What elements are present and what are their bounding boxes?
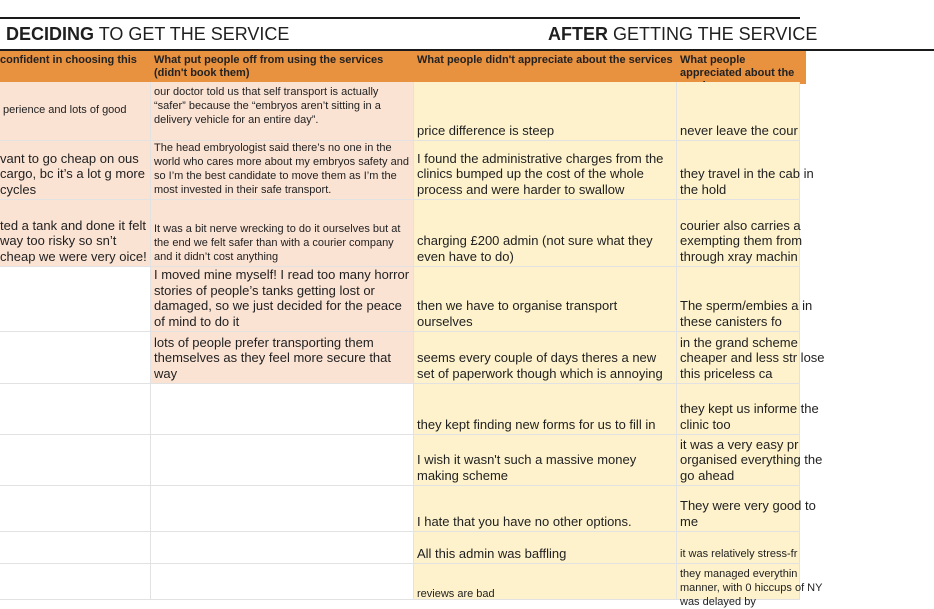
cell-text: They were very good to me xyxy=(680,498,816,529)
table-cell[interactable] xyxy=(414,532,677,564)
table-cell[interactable] xyxy=(0,200,151,267)
column-header-put-off[interactable]: What put people off from using the services (didn't book them) xyxy=(151,51,419,84)
table-cell[interactable] xyxy=(151,141,414,200)
section-title-rest: TO GET THE SERVICE xyxy=(94,24,290,44)
table-cell[interactable] xyxy=(0,141,151,200)
table-cell[interactable] xyxy=(151,435,414,486)
cell-text: I hate that you have no other options. xyxy=(417,513,632,529)
table-cell[interactable] xyxy=(677,532,800,564)
cell-text: it was a very easy pr organised everything the go ahead xyxy=(680,436,823,483)
table-cell[interactable] xyxy=(151,332,414,384)
table-cell[interactable] xyxy=(151,486,414,532)
table-cell[interactable] xyxy=(0,332,151,384)
table-cell[interactable] xyxy=(414,200,677,267)
table-cell[interactable] xyxy=(0,564,151,600)
table-cell[interactable] xyxy=(677,332,825,384)
table-cell[interactable] xyxy=(0,384,151,435)
table-cell[interactable] xyxy=(0,82,151,141)
table-cell[interactable] xyxy=(151,532,414,564)
cell-text: price difference is steep xyxy=(417,122,555,138)
cell-text: It was a bit nerve wrecking to do it ourselves but at the end we felt safer than with a courier company and it didn’t cost anything xyxy=(154,223,401,263)
table-cell[interactable] xyxy=(414,141,677,200)
table-cell[interactable] xyxy=(0,267,151,332)
cell-text: I wish it wasn't such a massive money making scheme xyxy=(417,452,637,483)
frozen-row-strip xyxy=(0,0,800,19)
table-cell[interactable] xyxy=(677,486,816,532)
cell-text: then we have to organise transport ourselves xyxy=(417,298,618,329)
cell-text: I moved mine myself! I read too many horror stories of people’s tanks getting lost or damaged, so we just decided for the peace of mind to do it xyxy=(154,267,410,329)
table-cell[interactable] xyxy=(414,82,677,141)
cell-text: seems every couple of days theres a new set of paperwork though which is annoying xyxy=(417,350,663,381)
table-cell[interactable] xyxy=(677,384,819,435)
table-cell[interactable] xyxy=(677,564,823,608)
table-cell[interactable] xyxy=(0,532,151,564)
table-cell[interactable] xyxy=(414,267,677,332)
table-cell[interactable] xyxy=(151,200,414,267)
table-cell[interactable] xyxy=(414,486,677,532)
table-cell[interactable] xyxy=(414,332,677,384)
cell-text: they managed everythin manner, with 0 hiccups of NY was delayed by xyxy=(680,568,823,608)
cell-text: they travel in the cab in the hold xyxy=(680,166,814,197)
column-header-confident[interactable]: confident in choosing this xyxy=(0,51,153,84)
cell-text: vant to go cheap on ous cargo, bc it’s a lot g more cycles xyxy=(0,150,145,197)
section-title-after[interactable] xyxy=(414,19,934,51)
section-title-deciding[interactable] xyxy=(0,19,422,51)
cell-text: I found the administrative charges from the clinics bumped up the cost of the whole process and were harder to swallow xyxy=(417,150,664,197)
table-cell[interactable] xyxy=(151,384,414,435)
section-title-bold: DECIDING xyxy=(6,24,95,44)
column-header-didnt-appreciate[interactable]: What people didn't appreciate about the services xyxy=(414,51,682,84)
cell-text: they kept us informe the clinic too xyxy=(680,401,819,432)
cell-text: The sperm/embies a in these canisters fo xyxy=(680,298,813,329)
table-cell[interactable] xyxy=(0,486,151,532)
cell-text: charging £200 admin (not sure what they even have to do) xyxy=(417,233,653,264)
cell-text: they kept finding new forms for us to fill in xyxy=(417,416,656,432)
table-cell[interactable] xyxy=(0,435,151,486)
table-cell[interactable] xyxy=(151,267,414,332)
cell-text: All this admin was baffling xyxy=(417,545,567,561)
table-cell[interactable] xyxy=(151,564,414,600)
cell-text: in the grand scheme cheaper and less str lose this priceless ca xyxy=(680,334,825,381)
cell-text: it was relatively stress-fr xyxy=(680,548,798,560)
table-cell[interactable] xyxy=(677,200,803,267)
cell-text: reviews are bad xyxy=(417,588,495,600)
cell-text: our doctor told us that self transport is actually “safer” because the “embryos aren’t sitting in a delivery vehicle for an entire day”. xyxy=(154,86,381,126)
column-header-appreciated[interactable]: What people appreciated about the xyxy=(677,51,806,84)
section-title-rest: GETTING THE SERVICE xyxy=(608,24,818,44)
cell-text: perience and lots of good xyxy=(3,104,127,116)
table-cell[interactable] xyxy=(414,384,677,435)
cell-text: courier also carries a exempting them from through xray machin xyxy=(680,217,803,264)
cell-text: lots of people prefer transporting them themselves as they feel more secure that way xyxy=(154,334,392,381)
table-cell[interactable] xyxy=(414,435,677,486)
table-cell[interactable] xyxy=(414,564,677,600)
table-cell[interactable] xyxy=(677,267,813,332)
section-title-bold: AFTER xyxy=(548,24,608,44)
table-cell[interactable] xyxy=(677,141,814,200)
cell-text: never leave the cour xyxy=(680,122,798,138)
table-cell[interactable] xyxy=(677,82,800,141)
cell-text: ted a tank and done it felt way too risky so sn’t cheap we were very oice! xyxy=(0,217,147,264)
cell-text: The head embryologist said there’s no one in the world who cares more about my embryos safety and so I’m the best candidate to move them as I’m the most invested in their safe transport. xyxy=(154,142,409,196)
table-cell[interactable] xyxy=(677,435,823,486)
table-cell[interactable] xyxy=(151,82,414,141)
